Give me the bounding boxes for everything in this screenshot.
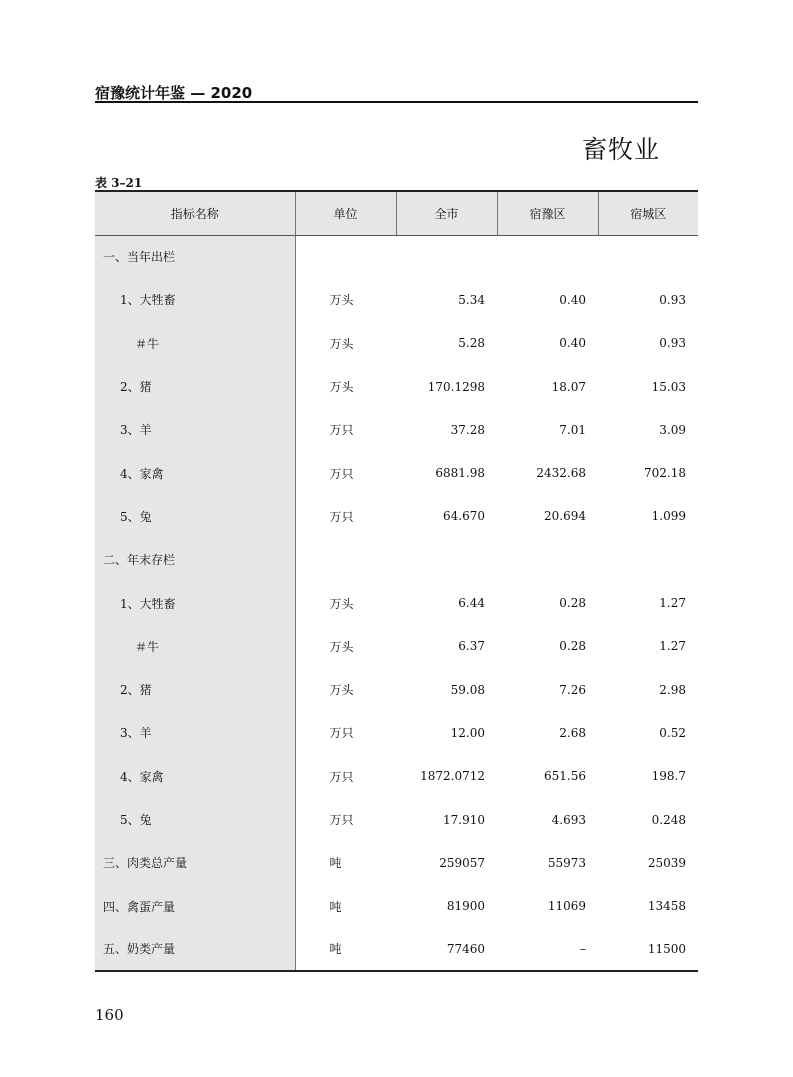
row-suyu-value: 0.28: [559, 596, 586, 611]
row-city-value: 77460: [396, 928, 497, 971]
row-unit: 万头: [329, 639, 354, 654]
table-row: [95, 235, 698, 278]
row-suyu-value: 18.07: [551, 379, 586, 394]
row-unit: 吨: [329, 856, 342, 871]
row-name: 二、年末存栏: [95, 538, 295, 581]
row-unit: 万只: [329, 466, 354, 481]
page-number: 160: [95, 1006, 124, 1024]
row-unit: 吨: [295, 928, 396, 971]
row-suyu-value: 0.40: [559, 292, 586, 307]
row-city-value: 6.44: [458, 596, 485, 611]
row-suyu-value: 2432.68: [536, 466, 586, 481]
table-row: [95, 581, 698, 624]
row-name: 2、猪: [95, 668, 295, 711]
row-city-value: [396, 235, 497, 278]
table-header-row: [95, 191, 698, 235]
row-name: 3、羊: [95, 408, 295, 451]
row-unit: 万头: [329, 596, 354, 611]
row-city-value: 64.670: [443, 509, 485, 524]
row-sucheng-value: [598, 235, 698, 278]
livestock-table: [95, 190, 698, 972]
row-sucheng-value: 0.52: [659, 725, 686, 740]
row-sucheng-value: 198.7: [651, 769, 686, 784]
row-unit: 万只: [329, 769, 354, 784]
row-sucheng-value: 11500: [598, 928, 698, 971]
row-city-value: 17.910: [443, 812, 485, 827]
table-row: [95, 798, 698, 841]
row-sucheng-value: 702.18: [644, 466, 686, 481]
table-row: [95, 928, 698, 971]
column-header-indicator: 指标名称: [95, 191, 295, 235]
row-name: 三、肉类总产量: [95, 841, 295, 884]
row-sucheng-value: 25039: [647, 855, 686, 870]
row-unit: 万头: [329, 380, 354, 395]
row-suyu-value: 55973: [547, 855, 586, 870]
row-unit: 万只: [329, 726, 354, 741]
row-name: 3、羊: [95, 711, 295, 754]
column-header-suyu: 宿豫区: [497, 191, 598, 235]
row-unit: [295, 538, 396, 581]
row-sucheng-value: 13458: [647, 899, 686, 914]
row-name: 5、兔: [95, 495, 295, 538]
row-unit: 万头: [329, 293, 354, 308]
row-unit: 吨: [329, 899, 342, 914]
header-rule: [95, 101, 698, 103]
row-name: 1、大牲畜: [95, 278, 295, 321]
row-sucheng-value: 1.27: [659, 639, 686, 654]
table-row: [95, 495, 698, 538]
table-row: [95, 711, 698, 754]
table-row: [95, 451, 698, 494]
row-city-value: 81900: [446, 899, 485, 914]
row-city-value: 5.28: [458, 336, 485, 351]
row-sucheng-value: 0.93: [659, 336, 686, 351]
row-name: 4、家禽: [95, 451, 295, 494]
row-suyu-value: 4.693: [551, 812, 586, 827]
row-suyu-value: [497, 235, 598, 278]
row-name: ＃牛: [95, 322, 295, 365]
row-unit: 万头: [329, 336, 354, 351]
running-title: 宿豫统计年鉴 — 2020: [95, 84, 253, 102]
row-sucheng-value: 3.09: [659, 422, 686, 437]
row-city-value: [396, 538, 497, 581]
table-row: [95, 322, 698, 365]
row-sucheng-value: [598, 538, 698, 581]
row-city-value: 12.00: [450, 725, 485, 740]
row-unit: 万只: [329, 423, 354, 438]
row-unit: 万只: [329, 509, 354, 524]
table-row: [95, 668, 698, 711]
table-row: [95, 841, 698, 884]
row-city-value: 59.08: [450, 682, 485, 697]
table-row: [95, 625, 698, 668]
row-city-value: 259057: [439, 855, 485, 870]
row-name: 5、兔: [95, 798, 295, 841]
row-unit: [295, 235, 396, 278]
table-row: [95, 538, 698, 581]
row-suyu-value: –: [497, 928, 598, 971]
table-number: 表 3–21: [95, 176, 143, 190]
table-row: [95, 884, 698, 927]
row-suyu-value: 11069: [547, 899, 586, 914]
row-unit: 万头: [329, 683, 354, 698]
row-name: 2、猪: [95, 365, 295, 408]
row-name: 1、大牲畜: [95, 581, 295, 624]
row-city-value: 1872.0712: [420, 769, 485, 784]
row-suyu-value: 7.26: [559, 682, 586, 697]
row-sucheng-value: 1.27: [659, 596, 686, 611]
row-name: 五、奶类产量: [95, 928, 295, 971]
section-title: 畜牧业: [581, 135, 660, 164]
row-suyu-value: 0.40: [559, 336, 586, 351]
table-row: [95, 755, 698, 798]
row-suyu-value: 2.68: [559, 725, 586, 740]
row-name: 四、禽蛋产量: [95, 884, 295, 927]
row-city-value: 6.37: [458, 639, 485, 654]
row-sucheng-value: 15.03: [651, 379, 686, 394]
table-row: [95, 278, 698, 321]
row-suyu-value: 0.28: [559, 639, 586, 654]
row-city-value: 37.28: [450, 422, 485, 437]
row-suyu-value: 7.01: [559, 422, 586, 437]
table-row: [95, 365, 698, 408]
row-suyu-value: 20.694: [544, 509, 586, 524]
row-sucheng-value: 1.099: [651, 509, 686, 524]
row-sucheng-value: 0.248: [651, 812, 686, 827]
table-row: [95, 408, 698, 451]
row-sucheng-value: 2.98: [659, 682, 686, 697]
row-name: ＃牛: [95, 625, 295, 668]
row-sucheng-value: 0.93: [659, 292, 686, 307]
row-unit: 万只: [329, 813, 354, 827]
row-city-value: 170.1298: [427, 379, 485, 394]
row-name: 一、当年出栏: [95, 235, 295, 278]
column-header-city: 全市: [396, 191, 497, 235]
row-city-value: 5.34: [458, 292, 485, 307]
column-header-unit: 单位: [295, 191, 396, 235]
row-suyu-value: [497, 538, 598, 581]
column-header-sucheng: 宿城区: [598, 191, 698, 235]
row-suyu-value: 651.56: [544, 769, 586, 784]
row-city-value: 6881.98: [435, 466, 485, 481]
row-name: 4、家禽: [95, 755, 295, 798]
